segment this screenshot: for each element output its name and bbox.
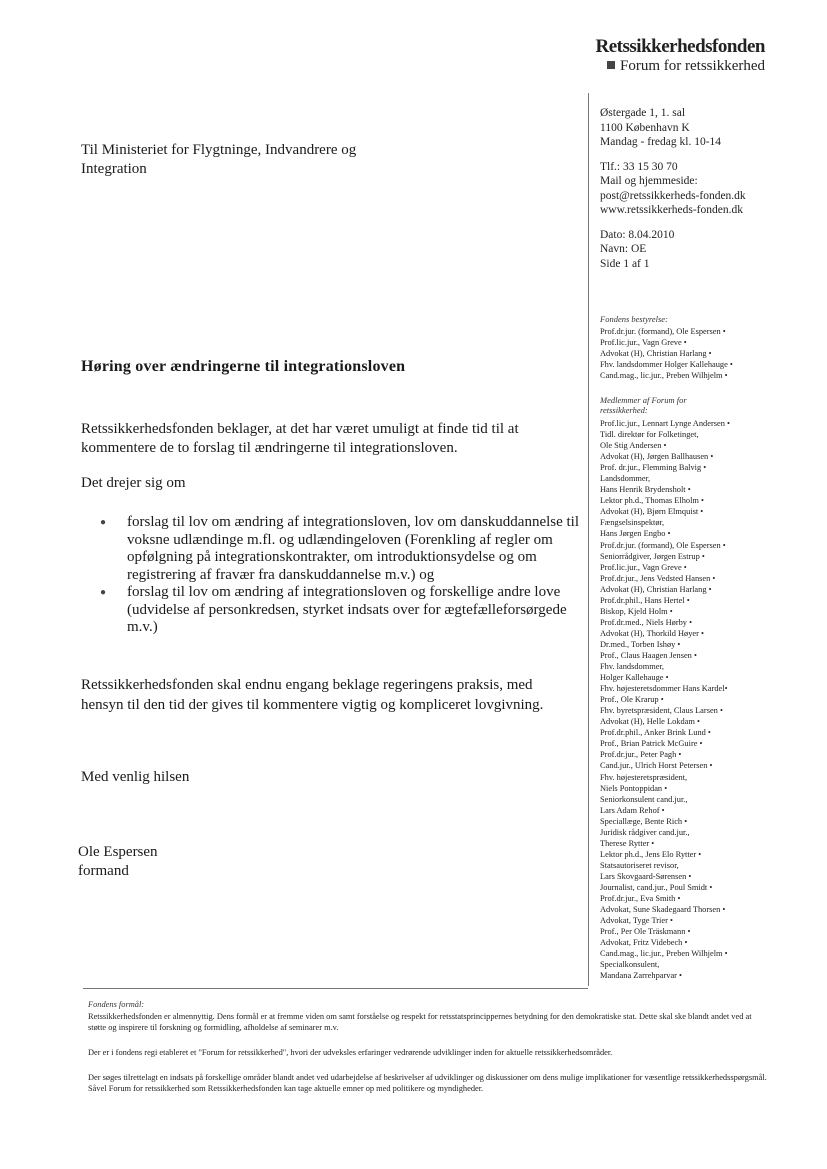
forum-member: Prof.dr.jur. (formand), Ole Espersen • <box>600 540 726 550</box>
forum-member: Ole Stig Andersen • <box>600 441 667 451</box>
forum-member: Prof., Brian Patrick McGuire • <box>600 739 703 749</box>
forum-member: Prof.dr.jur., Eva Smith • <box>600 894 681 904</box>
org-name: Retssikkerhedsfonden <box>595 36 765 57</box>
forum-member: Fhv. landsdommer, <box>600 662 665 672</box>
bullet-item <box>100 514 580 584</box>
page-number: Side 1 af 1 <box>600 257 650 270</box>
forum-member: Prof.dr.jur., Jens Vedsted Hansen • <box>600 573 716 583</box>
address-line-1: Østergade 1, 1. sal <box>600 107 686 119</box>
bullet-icon: ● <box>100 587 107 598</box>
website-link[interactable]: www.retssikkerheds-fonden.dk <box>600 204 743 216</box>
forum-member: Cand.mag., lic.jur., Preben Wilhjelm • <box>600 949 728 959</box>
letter-subject: Høring over ændringerne til integrationsloven <box>81 358 406 375</box>
forum-member: Prof.lic.jur., Vagn Greve • <box>600 562 687 572</box>
bullet-text: forslag til lov om ændring af integrationsloven og forskellige andre love (udvidelse af personkredsen, styrket indsats over for ægtefælleforsørgede m.v.) <box>127 584 567 635</box>
forum-member: Advokat (H), Jørgen Ballhausen • <box>600 452 714 462</box>
board-member: Cand.mag., lic.jur., Preben Wilhjelm • <box>600 371 728 381</box>
signer-name: Ole Espersen <box>78 844 158 860</box>
forum-member: Fhv. højesteretsdommer Hans Kardel• <box>600 684 728 694</box>
phone: Tlf.: 33 15 30 70 <box>600 160 678 173</box>
footer-paragraph-3: Der søges tilrettelagt en indsats på forskellige områder blandt andet ved udarbejdelse af beskrivelser af udviklinger og diskussioner om dens mulige implikationer for væsentlige retssikkerhedsspørgsmål. Såvel Forum for retssikkerhed som Retssikkerhedsfonden kan tage aktuelle emner op med politikere og myndigheder. <box>88 1073 767 1093</box>
forum-member: Seniorkonsulent cand.jur., <box>600 794 688 804</box>
opening-hours: Mandag - fredag kl. 10-14 <box>600 136 722 148</box>
forum-member: Tidl. direktør for Folketinget, <box>600 430 699 440</box>
recipient-line-2: Integration <box>81 161 147 177</box>
board-member: Fhv. landsdommer Holger Kallehauge • <box>600 360 733 370</box>
forum-member: Cand.jur., Ulrich Horst Petersen • <box>600 761 713 771</box>
footer-title: Fondens formål: <box>88 1000 145 1009</box>
board-member: Advokat (H), Christian Harlang • <box>600 349 712 359</box>
forum-member: Advokat (H), Thorkild Høyer • <box>600 628 704 638</box>
forum-member: Juridisk rådgiver cand.jur., <box>600 827 690 837</box>
bullet-text: forslag til lov om ændring af integrationsloven, lov om danskuddannelse til voksne udlændinge m.fl. og udlændingeloven (Forenkling af regler om opfølgning på integrationskontrakter, om introduktionsydelse og om registrering af fravær fra danskuddannelse m.v.) og <box>127 514 580 583</box>
org-tagline <box>540 58 765 75</box>
closing: Med venlig hilsen <box>81 769 190 785</box>
letter-date: Dato: 8.04.2010 <box>600 228 675 241</box>
board-member-list <box>600 326 770 381</box>
letter-author: Navn: OE <box>600 243 647 255</box>
email-link[interactable]: post@retssikkerheds-fonden.dk <box>600 189 746 202</box>
forum-member: Seniorrådgiver, Jørgen Estrup • <box>600 551 705 561</box>
forum-member: Landsdommer, <box>600 474 651 484</box>
forum-member: Niels Pontoppidan • <box>600 783 668 793</box>
forum-member: Prof., Ole Krarup • <box>600 695 664 705</box>
forum-member: Specialkonsulent, <box>600 960 660 970</box>
forum-member: Lektor ph.d., Jens Elo Rytter • <box>600 849 702 859</box>
forum-member: Prof. dr.jur., Flemming Balvig • <box>600 463 707 473</box>
forum-member: Dr.med., Torben Ishøy • <box>600 639 681 649</box>
recipient <box>81 141 421 179</box>
paragraph-1: Retssikkerhedsfonden beklager, at det har været umuligt at finde tid til at kommentere de to forslag til ændringerne til integrationsloven. <box>81 421 519 456</box>
forum-member: Biskop, Kjeld Holm • <box>600 606 673 616</box>
forum-member: Advokat, Tyge Trier • <box>600 916 673 926</box>
forum-member: Advokat, Fritz Videbech • <box>600 938 688 948</box>
forum-member: Fhv. højesteretspræsident, <box>600 772 688 782</box>
square-bullet-icon <box>607 61 615 69</box>
forum-member: Lars Skovgaard-Sørensen • <box>600 871 692 881</box>
forum-member: Speciallæge, Bente Rich • <box>600 816 688 826</box>
board-member: Prof.dr.jur. (formand), Ole Espersen • <box>600 327 726 336</box>
signature-block <box>78 843 158 881</box>
board-member: Prof.lic.jur., Vagn Greve • <box>600 338 687 348</box>
forum-member: Advokat (H), Helle Lokdam • <box>600 717 700 727</box>
forum-member: Holger Kallehauge • <box>600 673 669 683</box>
forum-member: Advokat (H), Christian Harlang • <box>600 584 712 594</box>
tagline-text: Forum for retssikkerhed <box>620 58 765 74</box>
footer-paragraph-1: Retssikkerhedsfonden er almennyttig. Dens formål er at fremme viden om samt forståelse og respekt for retsstatsprincippernes betydning for den demokratiske stat. Dette skal ske blandt andet ved at støtte og inspirere til forskning og formidling, afholdelse af seminarer m.v. <box>88 1012 752 1032</box>
forum-member: Lars Adam Rehof • <box>600 805 665 815</box>
forum-member-list <box>600 418 770 981</box>
recipient-line-1: Til Ministeriet for Flygtninge, Indvandrere og <box>81 142 357 158</box>
forum-member: Statsautoriseret revisor, <box>600 860 679 870</box>
board-title: Fondens bestyrelse: <box>600 314 668 324</box>
forum-member: Prof.dr.med., Niels Hørby • <box>600 617 693 627</box>
forum-member: Hans Jørgen Engbo • <box>600 529 671 539</box>
forum-member: Prof.dr.jur., Peter Pagh • <box>600 750 682 760</box>
forum-member: Therese Rytter • <box>600 838 655 848</box>
forum-member: Hans Henrik Brydensholt • <box>600 485 691 495</box>
bullet-icon: ● <box>100 517 107 528</box>
paragraph-3: Retssikkerhedsfonden skal endnu engang beklage regeringens praksis, med hensyn til den tid der gives til kommentere vigtig og kompliceret lovgivning. <box>81 677 544 713</box>
forum-member: Lektor ph.d., Thomas Elholm • <box>600 496 704 506</box>
address-line-2: 1100 København K <box>600 121 690 134</box>
signer-title: formand <box>78 863 129 879</box>
bullet-item <box>100 584 580 637</box>
forum-member: Prof.lic.jur., Lennart Lynge Andersen • <box>600 419 730 428</box>
footer-paragraph-2: Der er i fondens regi etableret et "Forum for retssikkerhed", hvori der udveksles erfaringer vedrørende udviklinger inden for aktuelle retssikkerhedsområder. <box>88 1048 613 1057</box>
forum-member: Advokat (H), Bjørn Elmquist • <box>600 507 704 517</box>
forum-member: Fængselsinspektør, <box>600 518 665 528</box>
forum-member: Mandana Zarrehparvar • <box>600 971 682 981</box>
forum-member: Advokat, Sune Skadegaard Thorsen • <box>600 905 726 915</box>
forum-member: Journalist, cand.jur., Poul Smidt • <box>600 882 713 892</box>
forum-member: Fhv. byretspræsident, Claus Larsen • <box>600 706 723 716</box>
paragraph-2: Det drejer sig om <box>81 475 186 491</box>
mail-label: Mail og hjemmeside: <box>600 175 698 187</box>
footer-divider <box>83 988 588 989</box>
contact-block <box>600 106 820 271</box>
forum-member: Prof., Per Ole Träskmann • <box>600 927 691 937</box>
forum-member: Prof.dr.phil., Hans Hertel • <box>600 595 690 605</box>
forum-members-title: Medlemmer af Forum for retssikkerhed: <box>600 395 687 415</box>
forum-member: Prof.dr.phil., Anker Brink Lund • <box>600 728 711 738</box>
sidebar-divider <box>588 93 589 986</box>
bullet-list <box>100 514 580 637</box>
forum-member: Prof., Claus Haagen Jensen • <box>600 650 697 660</box>
